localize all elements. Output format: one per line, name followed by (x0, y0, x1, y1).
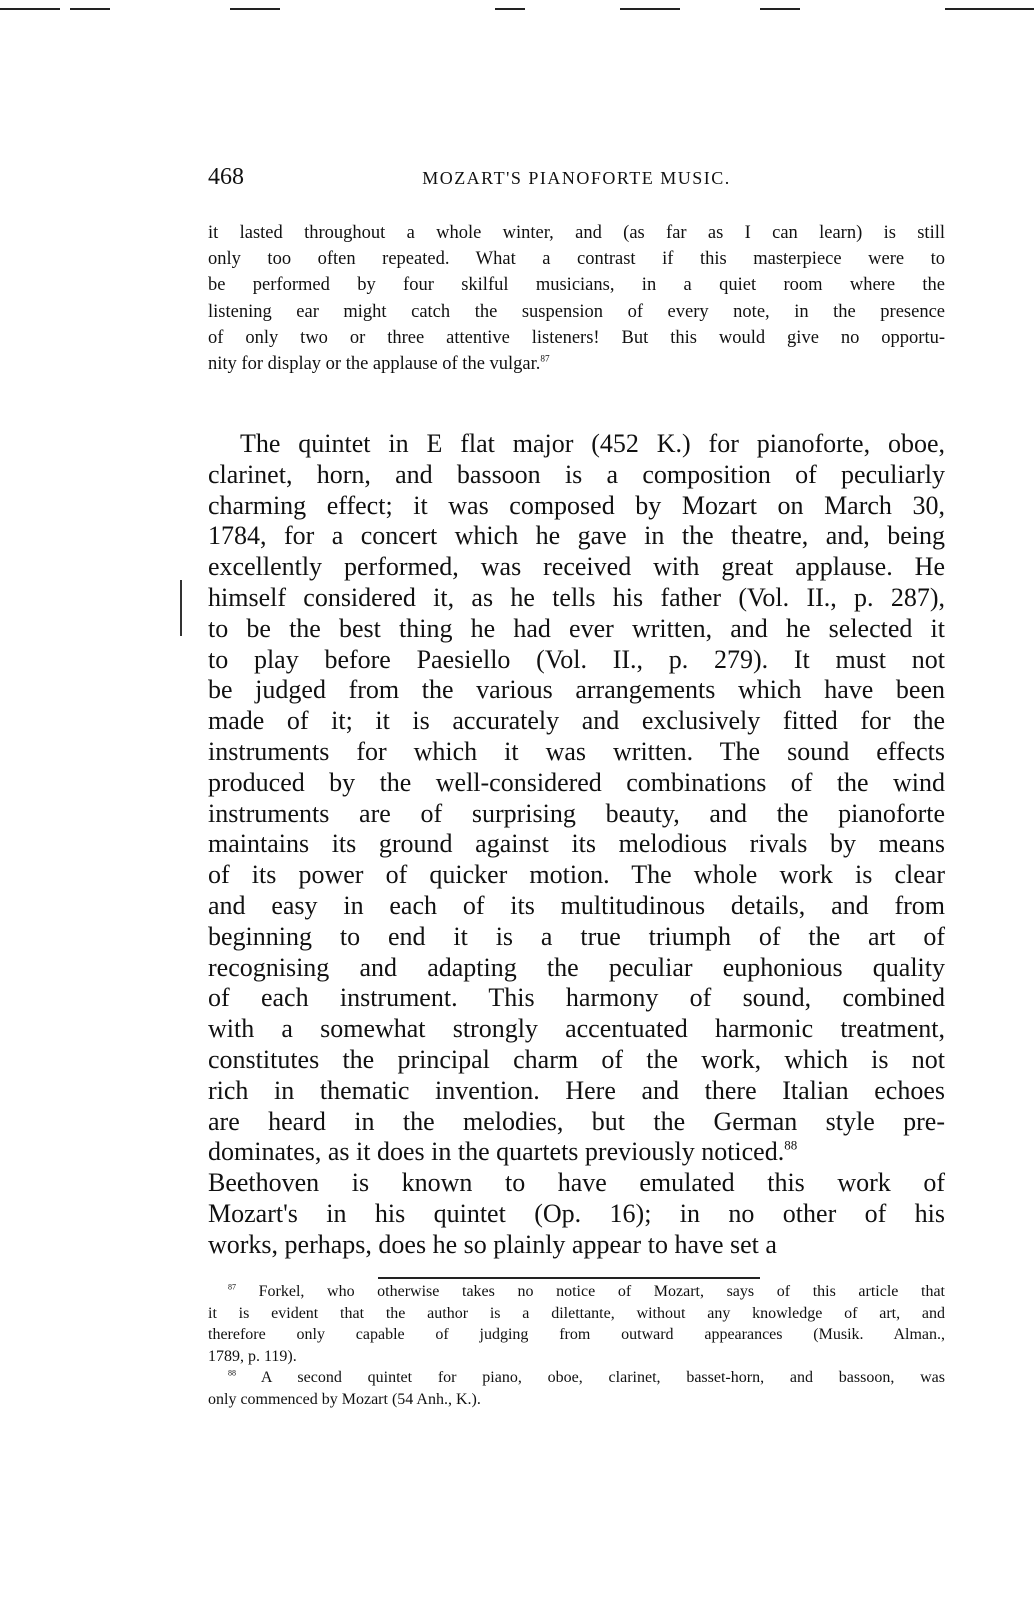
line-text: to play before Paesiello (Vol. II., p. 279). It must not (208, 644, 945, 674)
text-line (208, 1199, 945, 1230)
line-text: charming effect; it was composed by Mozart on March 30, (208, 490, 945, 520)
line-text: listening ear might catch the suspension of every note, in the presence (208, 301, 945, 322)
text-line (208, 1045, 945, 1076)
line-text: works, perhaps, does he so plainly appear to have set a (208, 1229, 777, 1259)
line-text: recognising and adapting the peculiar euphonious quality (208, 952, 945, 982)
scan-artifact (495, 8, 525, 10)
line-text: rich in thematic invention. Here and there Italian echoes (208, 1075, 945, 1105)
text-line (208, 491, 945, 522)
text-line (208, 1014, 945, 1045)
footnote-line (208, 1303, 945, 1325)
text-line (208, 768, 945, 799)
paragraph-continued (208, 220, 945, 377)
footnote-line (208, 1281, 945, 1303)
text-line (208, 860, 945, 891)
line-text: 1784, for a concert which he gave in the theatre, and, being (208, 521, 945, 551)
line-text: be performed by four skilful musicians, in a quiet room where the (208, 275, 945, 296)
text-line (208, 891, 945, 922)
line-text: of its power of quicker motion. The whole work is clear (208, 860, 945, 890)
text-line (208, 983, 945, 1014)
text-line (208, 429, 945, 460)
line-text: of only two or three attentive listeners! But this would give no opportu- (208, 327, 945, 348)
line-text: it lasted throughout a whole winter, and (as far as I can learn) is still (208, 223, 945, 243)
text-line (208, 460, 945, 491)
scan-artifact (760, 8, 800, 10)
scan-artifact (230, 8, 280, 10)
text-line (208, 922, 945, 953)
scan-artifact (0, 8, 60, 10)
text-line (208, 737, 945, 768)
text-line (208, 799, 945, 830)
line-text: Beethoven is known to have emulated this work of (208, 1168, 945, 1198)
footnote-ref: 87 (540, 354, 550, 365)
line-text: instruments for which it was written. The sound effects (208, 736, 945, 766)
text-line (208, 829, 945, 860)
line-text: excellently performed, was received with great applause. He (208, 552, 945, 582)
margin-mark (180, 580, 182, 636)
text-line (208, 246, 945, 272)
footnote-text: A second quintet for piano, oboe, clarinet, basset-horn, and bassoon, was (260, 1369, 945, 1386)
line-text: The quintet in E flat major (452 K.) for pianoforte, oboe, (240, 429, 945, 458)
line-text: nity for display or the applause of the vulgar. (208, 353, 541, 374)
line-text: made of it; it is accurately and exclusively fitted for the (208, 706, 945, 736)
line-text: dominates, as it does in the quartets previously noticed. (208, 1137, 785, 1167)
text-line (208, 1076, 945, 1107)
text-line (208, 675, 945, 706)
footnote-rule (378, 1277, 760, 1279)
line-text: of each instrument. This harmony of sound, combined (208, 983, 945, 1013)
line-text: instruments are of surprising beauty, and the pianoforte (208, 798, 945, 828)
text-line (208, 299, 945, 325)
text-line (208, 272, 945, 298)
text-line (208, 220, 945, 246)
line-text: and easy in each of its multitudinous details, and from (208, 890, 945, 920)
text-line (208, 706, 945, 737)
running-title: MOZART'S PIANOFORTE MUSIC. (422, 168, 731, 188)
text-line (208, 1107, 945, 1138)
text-line (208, 1137, 945, 1168)
scan-artifact (945, 8, 1034, 10)
text-line (208, 552, 945, 583)
line-text: are heard in the melodies, but the German style pre- (208, 1106, 945, 1136)
page-number: 468 (208, 164, 244, 190)
line-text: be judged from the various arrangements which have been (208, 675, 945, 705)
text-line (208, 583, 945, 614)
footnote-text: 1789, p. 119). (208, 1347, 297, 1365)
line-text: only too often repeated. What a contrast if this masterpiece were to (208, 249, 945, 270)
line-text: clarinet, horn, and bassoon is a composition of peculiarly (208, 459, 945, 489)
footnote-text: Forkel, who otherwise takes no notice of Mozart, says of this article that (258, 1283, 946, 1300)
footnote-text: it is evident that the author is a dilettante, without any knowledge of art, and (208, 1304, 945, 1322)
footnote-line (208, 1389, 945, 1411)
footnote-text: therefore only capable of judging from outward appearances (Musik. Alman., (208, 1326, 945, 1343)
line-text: beginning to end it is a true triumph of the art of (208, 921, 945, 951)
footnote-line (208, 1346, 945, 1368)
text-line (208, 351, 945, 377)
footnote-ref: 88 (784, 1137, 798, 1153)
line-text: produced by the well-considered combinations of the wind (208, 767, 945, 797)
footnote-number: 87 (228, 1282, 236, 1292)
footnote-line (208, 1367, 945, 1389)
line-text: Mozart's in his quintet (Op. 16); in no other of his (208, 1198, 945, 1228)
scan-artifact (620, 8, 680, 10)
text-line (208, 521, 945, 552)
text-line (208, 953, 945, 984)
line-text: himself considered it, as he tells his father (Vol. II., p. 287), (208, 582, 945, 612)
footnote-line (208, 1324, 945, 1346)
page-header (208, 164, 945, 196)
text-line (208, 1230, 945, 1261)
text-line (208, 1168, 945, 1199)
line-text: with a somewhat strongly accentuated harmonic treatment, (208, 1014, 945, 1044)
paragraph-quintet (208, 429, 945, 1261)
line-text: constitutes the principal charm of the work, which is not (208, 1044, 945, 1074)
text-line (208, 645, 945, 676)
footnote-text: only commenced by Mozart (54 Anh., K.). (208, 1390, 481, 1408)
text-line (208, 614, 945, 645)
scan-artifact (70, 8, 110, 10)
line-text: to be the best thing he had ever written, and he selected it (208, 613, 945, 643)
footnote-number: 88 (228, 1368, 236, 1378)
text-line (208, 325, 945, 351)
line-text: maintains its ground against its melodious rivals by means (208, 829, 945, 859)
footnotes (208, 1281, 945, 1410)
